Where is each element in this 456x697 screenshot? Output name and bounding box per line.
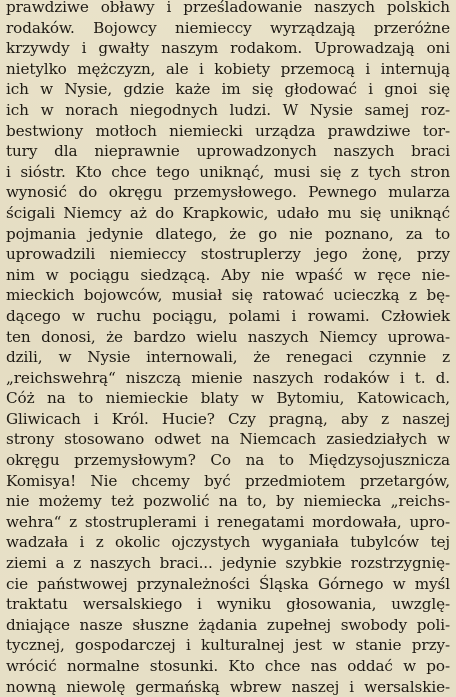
text-line: mieckich bojowców, musiał się ratować ucieczką z bę- [6,286,450,305]
text-line: nietylko mężczyzn, ale i kobiety przemocą i internują [6,59,450,78]
text-line: wehra“ z stostruplerami i renegatami mordowała, upro- [6,512,450,531]
text-line: nowną niewolę germańską wbrew naszej i wersalskie- [6,677,450,696]
text-line: tycznej, gospodarczej i kulturalnej jest w stanie przy- [6,636,450,655]
text-line: krzywdy i gwałty naszym rodakom. Uprowadzają oni [6,39,450,58]
text-line: wrócić normalne stosunki. Kto chce nas oddać w po- [6,657,450,675]
text-line: ich w norach niegodnych ludzi. W Nysie samej roz- [6,100,450,119]
text-line: tury dla nieprawnie uprowadzonych naszych braci [6,142,450,161]
text-line: dącego w ruchu pociągu, polami i rowami. Człowiek [6,306,450,325]
text-line: Komisya! Nie chcemy być przedmiotem przetargów, [6,471,450,490]
text-line: dniające nasze słuszne żądania zupełnej swobody poli- [6,615,450,634]
text-line: rodaków. Bojowcy niemieccy wyrządzają przeróżne [6,18,450,37]
text-line: wadzała i z okolic ojczystych wyganiała tubylców tej [6,533,450,552]
text-line: ten donosi, że bardzo wielu naszych Niemcy uprowa- [6,327,450,346]
text-line: prawdziwe obławy i prześladowanie naszych polskich [6,0,450,16]
text-line: Gliwicach i Król. Hucie? Czy pragną, aby z naszej [6,409,450,428]
text-line: ich w Nysie, gdzie każe im się głodować i gnoi się [6,80,450,99]
text-line: bestwiony motłoch niemiecki urządza prawdziwe tor- [6,121,450,140]
text-line: nie możemy też pozwolić na to, by niemiecka „reichs- [6,492,450,511]
article-column [6,0,450,697]
text-line: dzili, w Nysie internowali, że renegaci czynnie z [6,348,450,367]
text-line: strony stosowano odwet na Niemcach zasiedziałych w [6,430,450,449]
text-line: i sióstr. Kto chce tego uniknąć, musi się z tych stron [6,162,450,181]
text-line: wynosić do okręgu przemysłowego. Pewnego mularza [6,183,450,202]
text-line: „reichswehrą“ niszczą mienie naszych rodaków i t. d. [6,368,450,387]
text-line: okręgu przemysłowym? Co na to Międzysojusznicza [6,451,450,470]
text-line: Cóż na to niemieckie blaty w Bytomiu, Katowicach, [6,389,450,408]
text-line: traktatu wersalskiego i wyniku głosowania, uwzglę- [6,595,450,614]
text-line: uprowadzili niemieccy stostruplerzy jego żonę, przy [6,245,450,264]
text-line: pojmania jedynie dlatego, że go nie poznano, za to [6,224,450,243]
text-line: cie państwowej przynależności Śląska Górnego w myśl [6,574,450,593]
text-line: ziemi a z naszych braci... jedynie szybkie rozstrzygnię- [6,554,450,573]
text-line: ścigali Niemcy aż do Krapkowic, udało mu się uniknąć [6,203,450,222]
text-line: nim w pociągu siedzącą. Aby nie wpaść w ręce nie- [6,265,450,284]
